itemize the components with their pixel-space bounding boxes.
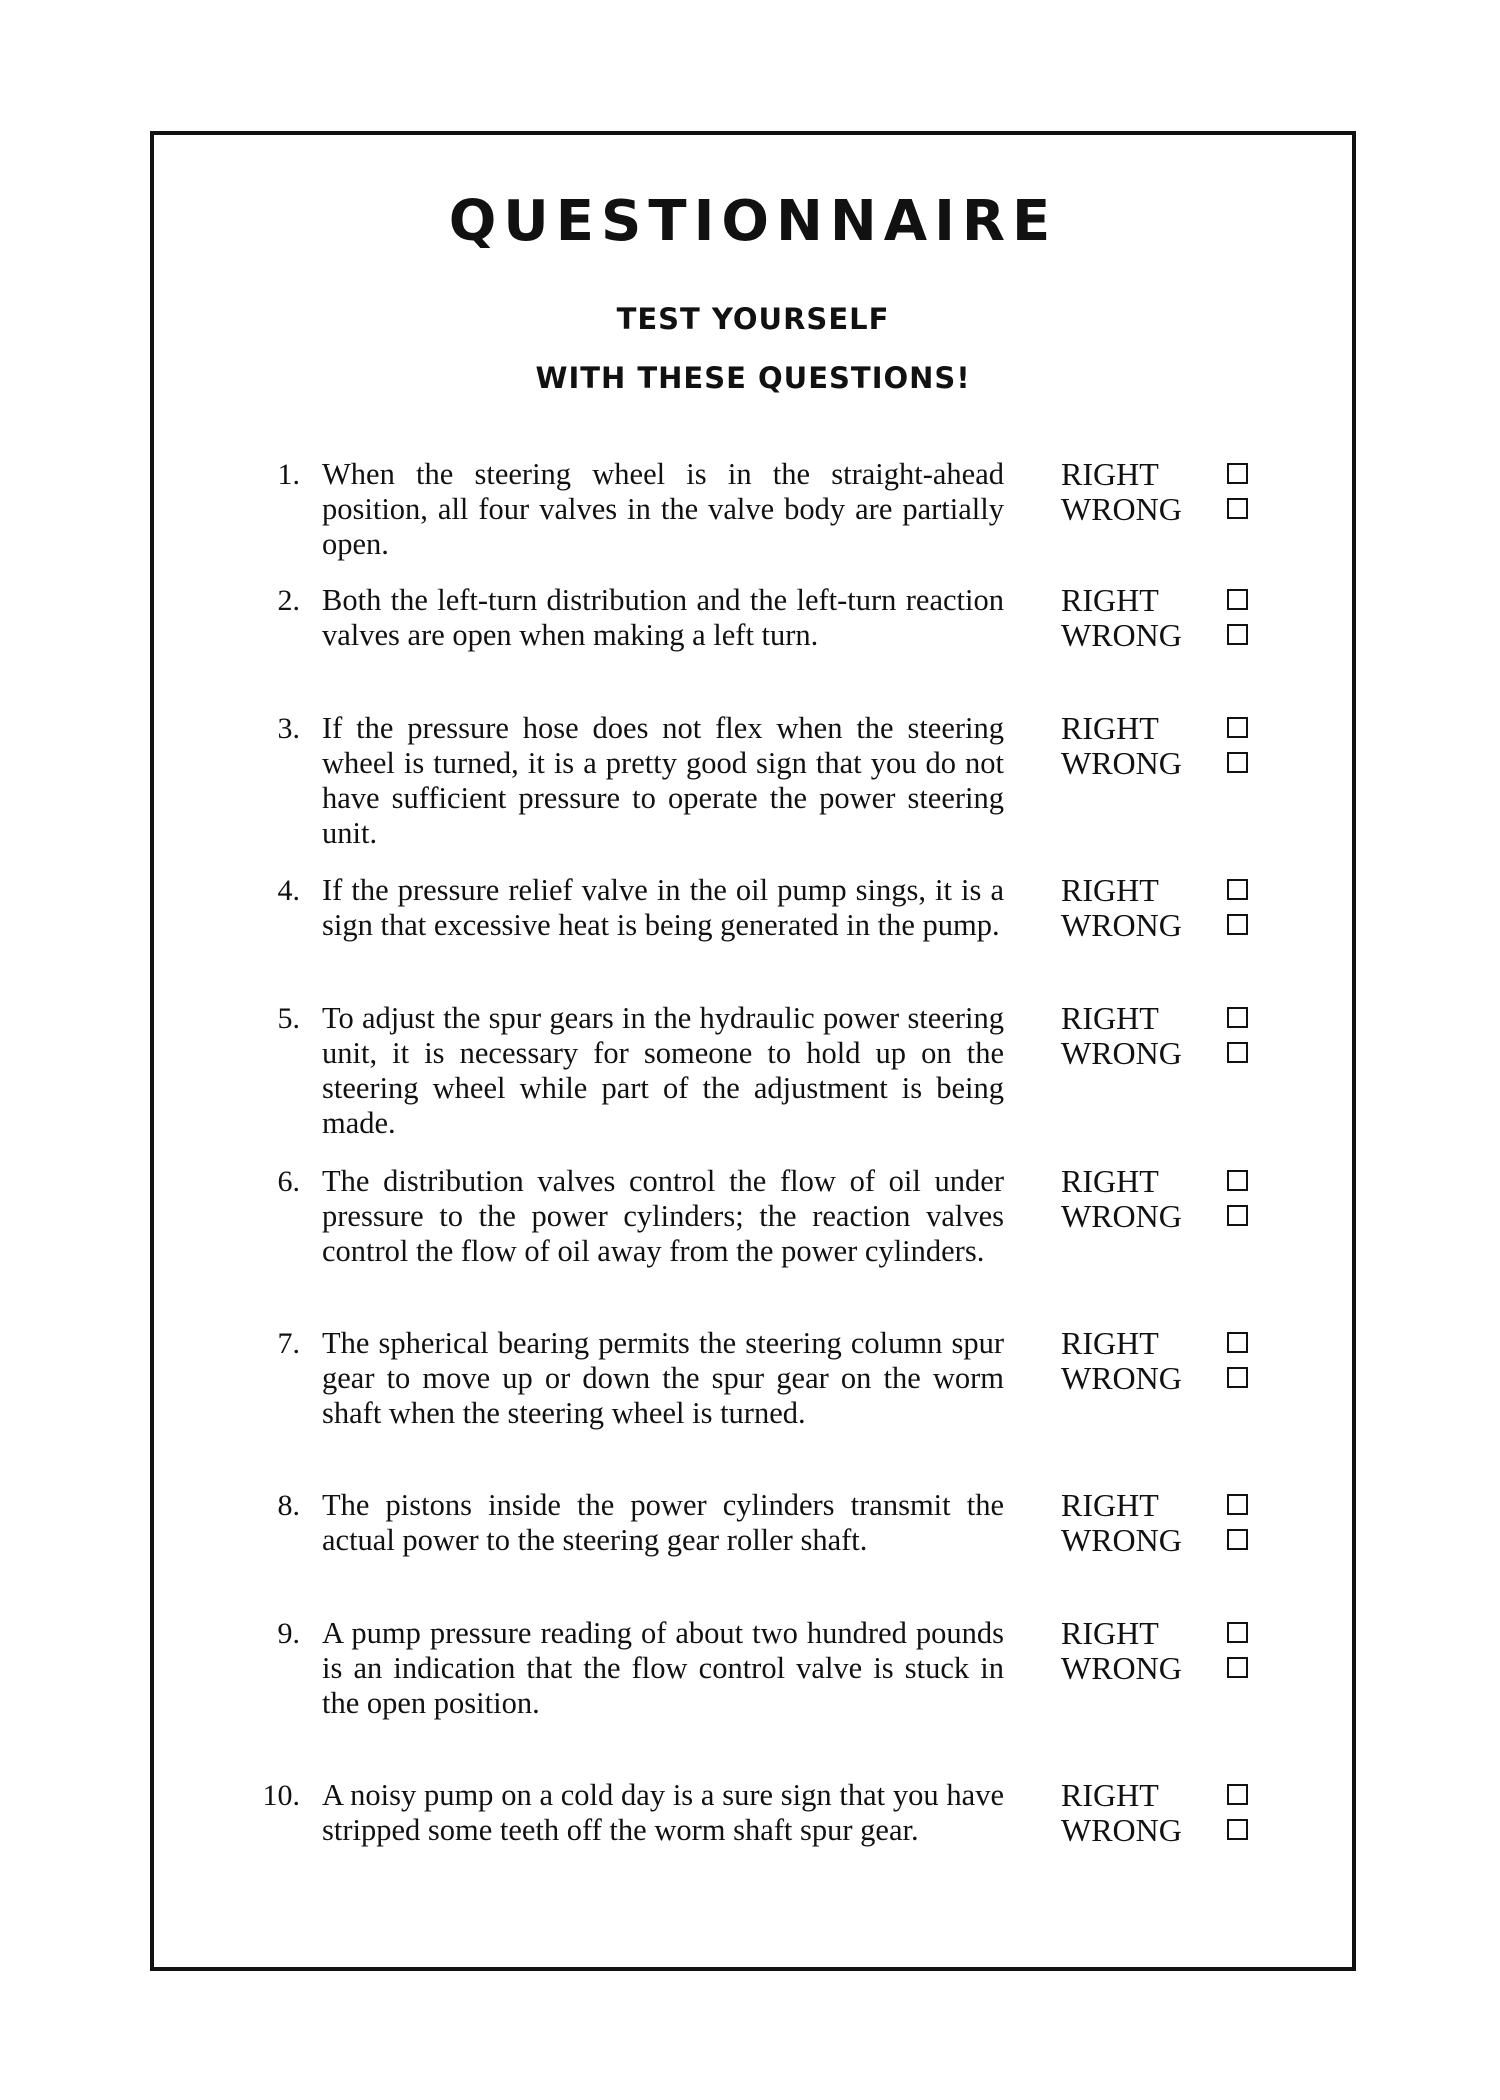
question-text: The distribution valves control the flow of oil under pressure to the power cylinders; the reaction valves control the flow of oil away from the power cylinders. xyxy=(322,1164,1004,1268)
wrong-option[interactable] xyxy=(1061,746,1281,781)
right-option[interactable] xyxy=(1061,711,1281,746)
subtitle-line-2: WITH THESE QUESTIONS! xyxy=(535,361,971,395)
wrong-label: WRONG xyxy=(1061,1198,1182,1234)
wrong-checkbox[interactable] xyxy=(1227,914,1248,935)
question-number: 9. xyxy=(277,1617,300,1650)
right-label: RIGHT xyxy=(1061,456,1159,492)
wrong-option[interactable] xyxy=(1061,908,1281,943)
question-number: 2. xyxy=(277,584,300,617)
wrong-option[interactable] xyxy=(1061,1199,1281,1234)
wrong-checkbox[interactable] xyxy=(1227,1657,1248,1678)
wrong-checkbox[interactable] xyxy=(1227,752,1248,773)
question-text: The pistons inside the power cylinders transmit the actual power to the steering gear roller shaft. xyxy=(322,1488,1004,1557)
wrong-label: WRONG xyxy=(1061,745,1182,781)
right-label: RIGHT xyxy=(1061,1000,1159,1036)
wrong-checkbox[interactable] xyxy=(1227,498,1248,519)
answer-options xyxy=(1061,1326,1281,1396)
question-text: If the pressure hose does not flex when the steering wheel is turned, it is a pretty good sign that you do not have sufficient pressure to operate the power steering unit. xyxy=(322,711,1004,850)
answer-options xyxy=(1061,711,1281,781)
question-number: 7. xyxy=(277,1327,300,1360)
right-checkbox[interactable] xyxy=(1227,589,1248,610)
question-text: To adjust the spur gears in the hydraulic power steering unit, it is necessary for someone to hold up on the steering wheel while part of the adjustment is being made. xyxy=(322,1001,1004,1140)
right-checkbox[interactable] xyxy=(1227,1784,1248,1805)
question-text: A pump pressure reading of about two hundred pounds is an indication that the flow control valve is stuck in the open position. xyxy=(322,1616,1004,1720)
wrong-option[interactable] xyxy=(1061,1813,1281,1848)
question-number: 8. xyxy=(277,1489,300,1522)
right-option[interactable] xyxy=(1061,1326,1281,1361)
right-label: RIGHT xyxy=(1061,872,1159,908)
right-checkbox[interactable] xyxy=(1227,1622,1248,1643)
right-checkbox[interactable] xyxy=(1227,1170,1248,1191)
answer-options xyxy=(1061,457,1281,527)
wrong-label: WRONG xyxy=(1061,907,1182,943)
wrong-option[interactable] xyxy=(1061,1361,1281,1396)
question-number: 4. xyxy=(277,874,300,907)
wrong-checkbox[interactable] xyxy=(1227,624,1248,645)
right-option[interactable] xyxy=(1061,1616,1281,1651)
question-number: 6. xyxy=(277,1165,300,1198)
question-number: 3. xyxy=(277,712,300,745)
right-label: RIGHT xyxy=(1061,1325,1159,1361)
wrong-option[interactable] xyxy=(1061,1651,1281,1686)
question-number: 1. xyxy=(277,458,300,491)
question-list xyxy=(154,135,1352,1967)
wrong-label: WRONG xyxy=(1061,1035,1182,1071)
answer-options xyxy=(1061,1164,1281,1234)
wrong-label: WRONG xyxy=(1061,1650,1182,1686)
wrong-label: WRONG xyxy=(1061,1522,1182,1558)
subtitle-line-1: TEST YOURSELF xyxy=(616,302,890,336)
right-label: RIGHT xyxy=(1061,1615,1159,1651)
wrong-label: WRONG xyxy=(1061,1812,1182,1848)
right-option[interactable] xyxy=(1061,1778,1281,1813)
right-option[interactable] xyxy=(1061,583,1281,618)
question-text: A noisy pump on a cold day is a sure sign that you have stripped some teeth off the worm shaft spur gear. xyxy=(322,1778,1004,1847)
question-text: When the steering wheel is in the straight-ahead position, all four valves in the valve body are partially open. xyxy=(322,457,1004,561)
wrong-checkbox[interactable] xyxy=(1227,1205,1248,1226)
right-option[interactable] xyxy=(1061,1001,1281,1036)
right-checkbox[interactable] xyxy=(1227,717,1248,738)
right-label: RIGHT xyxy=(1061,710,1159,746)
answer-options xyxy=(1061,1488,1281,1558)
wrong-option[interactable] xyxy=(1061,1036,1281,1071)
wrong-option[interactable] xyxy=(1061,618,1281,653)
wrong-checkbox[interactable] xyxy=(1227,1042,1248,1063)
right-checkbox[interactable] xyxy=(1227,1494,1248,1515)
question-text: If the pressure relief valve in the oil pump sings, it is a sign that excessive heat is being generated in the pump. xyxy=(322,873,1004,942)
wrong-checkbox[interactable] xyxy=(1227,1529,1248,1550)
right-checkbox[interactable] xyxy=(1227,1007,1248,1028)
wrong-label: WRONG xyxy=(1061,1360,1182,1396)
answer-options xyxy=(1061,1616,1281,1686)
right-label: RIGHT xyxy=(1061,582,1159,618)
answer-options xyxy=(1061,1001,1281,1071)
question-number: 10. xyxy=(262,1779,300,1812)
right-option[interactable] xyxy=(1061,1488,1281,1523)
answer-options xyxy=(1061,583,1281,653)
wrong-checkbox[interactable] xyxy=(1227,1819,1248,1840)
answer-options xyxy=(1061,873,1281,943)
right-label: RIGHT xyxy=(1061,1163,1159,1199)
question-text: Both the left-turn distribution and the left-turn reaction valves are open when making a left turn. xyxy=(322,583,1004,652)
question-number: 5. xyxy=(277,1002,300,1035)
page-title: QUESTIONNAIRE xyxy=(448,189,1058,254)
right-option[interactable] xyxy=(1061,1164,1281,1199)
wrong-label: WRONG xyxy=(1061,617,1182,653)
right-checkbox[interactable] xyxy=(1227,463,1248,484)
right-checkbox[interactable] xyxy=(1227,879,1248,900)
wrong-option[interactable] xyxy=(1061,1523,1281,1558)
wrong-checkbox[interactable] xyxy=(1227,1367,1248,1388)
right-option[interactable] xyxy=(1061,457,1281,492)
questionnaire-frame xyxy=(150,131,1356,1971)
right-label: RIGHT xyxy=(1061,1777,1159,1813)
answer-options xyxy=(1061,1778,1281,1848)
question-text: The spherical bearing permits the steering column spur gear to move up or down the spur gear on the worm shaft when the steering wheel is turned. xyxy=(322,1326,1004,1430)
wrong-option[interactable] xyxy=(1061,492,1281,527)
right-label: RIGHT xyxy=(1061,1487,1159,1523)
right-checkbox[interactable] xyxy=(1227,1332,1248,1353)
wrong-label: WRONG xyxy=(1061,491,1182,527)
right-option[interactable] xyxy=(1061,873,1281,908)
